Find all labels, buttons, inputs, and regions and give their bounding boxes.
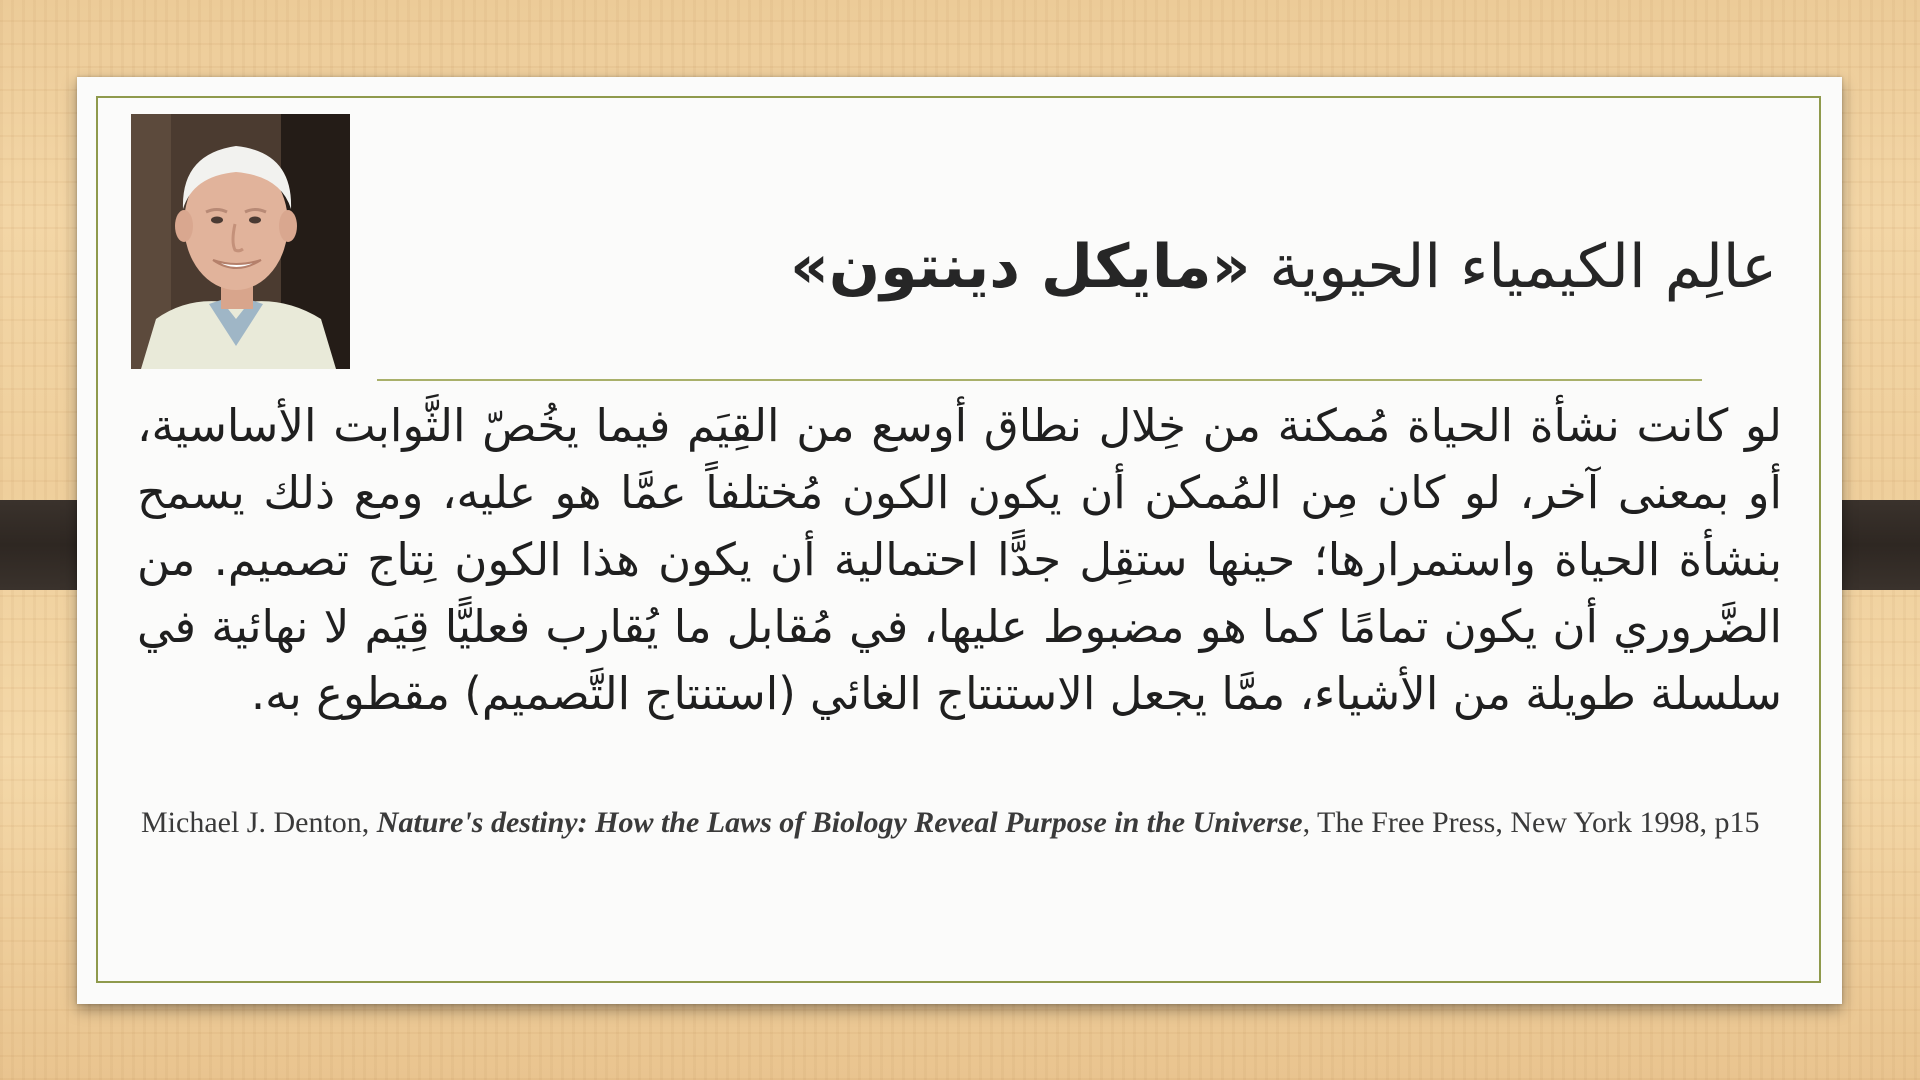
citation-publisher: , The Free Press, New York 1998, p15: [1302, 806, 1760, 839]
citation-book-title: Nature's destiny: How the Laws of Biology Reveal Purpose in the Universe: [376, 806, 1303, 839]
portrait-photo: [131, 114, 350, 369]
title-name: «مايكل دينتون»: [790, 232, 1251, 302]
slide-card: [77, 77, 1842, 1004]
quote-text: لو كانت نشأة الحياة مُمكنة من خِلال نطاق أوسع من القِيَم فيما يخُصّ الثَّوابت الأساسية، أو بمعنى آخر، لو كان مِن المُمكن أن يكون الكون مُختلفاً عمَّا هو عليه، ومع ذلك يسمح بنشأة الحياة واستمرارها؛ حينها ستقِل جدًّا احتمالية أن يكون هذا الكون نِتاج تصميم. من الضَّروري أن يكون تمامًا كما هو مضبوط عليها، في مُقابل ما يُقارب فعليًّا قِيَم لا نهائية في سلسلة طويلة من الأشياء، ممَّا يجعل الاستنتاج الغائي (استنتاج التَّصميم) مقطوع به.: [137, 399, 1782, 720]
citation-author: Michael J. Denton,: [141, 806, 377, 839]
slide-title: [397, 207, 1777, 327]
title-divider: [377, 379, 1702, 381]
citation: [141, 807, 1831, 838]
title-prefix: عالِم الكيمياء الحيوية: [1269, 232, 1777, 302]
